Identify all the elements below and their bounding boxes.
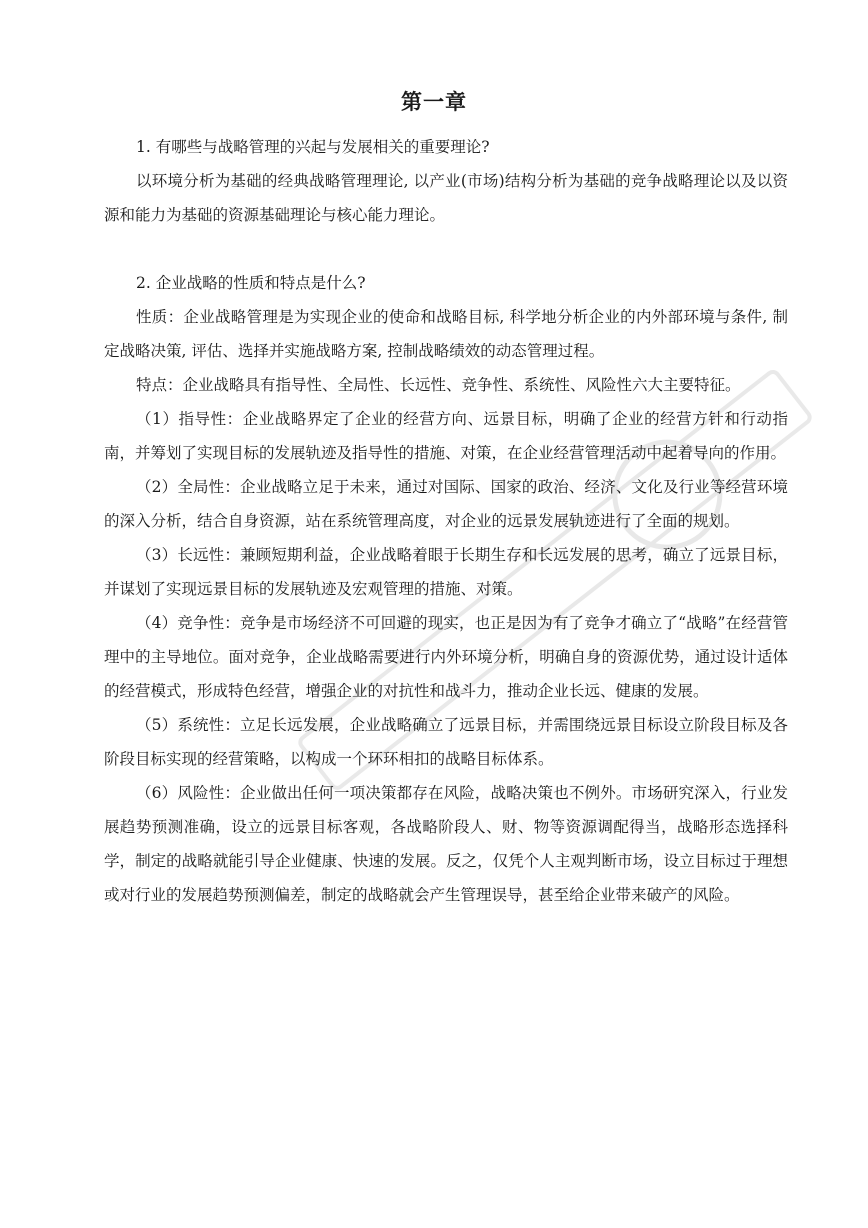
document-body — [104, 130, 788, 912]
question-2: 2. 企业战略的性质和特点是什么? — [136, 274, 366, 292]
feature-long-term: （3）长远性：兼顾短期利益，企业战略着眼于长期生存和长远发展的思考，确立了远景目标，并谋划了实现远景目标的发展轨迹及宏观管理的措施、对策。 — [104, 546, 788, 598]
features-paragraph: 特点：企业战略具有指导性、全局性、长远性、竞争性、系统性、风险性六大主要特征。 — [136, 376, 741, 394]
feature-risk: （6）风险性：企业做出任何一项决策都存在风险，战略决策也不例外。市场研究深入，行业发展趋势预测准确，设立的远景目标客观，各战略阶段人、财、物等资源调配得当，战略形态选择科学，制定的战略就能引导企业健康、快速的发展。反之，仅凭个人主观判断市场，设立目标过于理想或对行业的发展趋势预测偏差，制定的战略就会产生管理误导，甚至给企业带来破产的风险。 — [104, 784, 788, 904]
paragraph-gap — [104, 232, 788, 266]
chapter-title: 第一章 — [401, 90, 467, 114]
feature-competitive: （4）竞争性：竞争是市场经济不可回避的现实，也正是因为有了竞争才确立了“战略”在经营管理中的主导地位。面对竞争，企业战略需要进行内外环境分析，明确自身的资源优势，通过设计适体的经营模式，形成特色经营，增强企业的对抗性和战斗力，推动企业长远、健康的发展。 — [104, 614, 788, 700]
feature-overall: （2）全局性：企业战略立足于未来，通过对国际、国家的政治、经济、文化及行业等经营环境的深入分析，结合自身资源，站在系统管理高度，对企业的远景发展轨迹进行了全面的规划。 — [104, 478, 788, 530]
feature-systematic: （5）系统性：立足长远发展，企业战略确立了远景目标，并需围绕远景目标设立阶段目标及各阶段目标实现的经营策略，以构成一个环环相扣的战略目标体系。 — [104, 716, 788, 768]
nature-paragraph: 性质：企业战略管理是为实现企业的使命和战略目标, 科学地分析企业的内外部环境与条件, 制定战略决策, 评估、选择并实施战略方案, 控制战略绩效的动态管理过程。 — [104, 308, 788, 360]
feature-guidance: （1）指导性：企业战略界定了企业的经营方向、远景目标，明确了企业的经营方针和行动指南，并筹划了实现目标的发展轨迹及指导性的措施、对策，在企业经营管理活动中起着导向的作用。 — [104, 410, 788, 462]
question-1: 1. 有哪些与战略管理的兴起与发展相关的重要理论? — [136, 138, 490, 156]
answer-1: 以环境分析为基础的经典战略管理理论, 以产业(市场)结构分析为基础的竞争战略理论以及以资源和能力为基础的资源基础理论与核心能力理论。 — [104, 172, 788, 224]
